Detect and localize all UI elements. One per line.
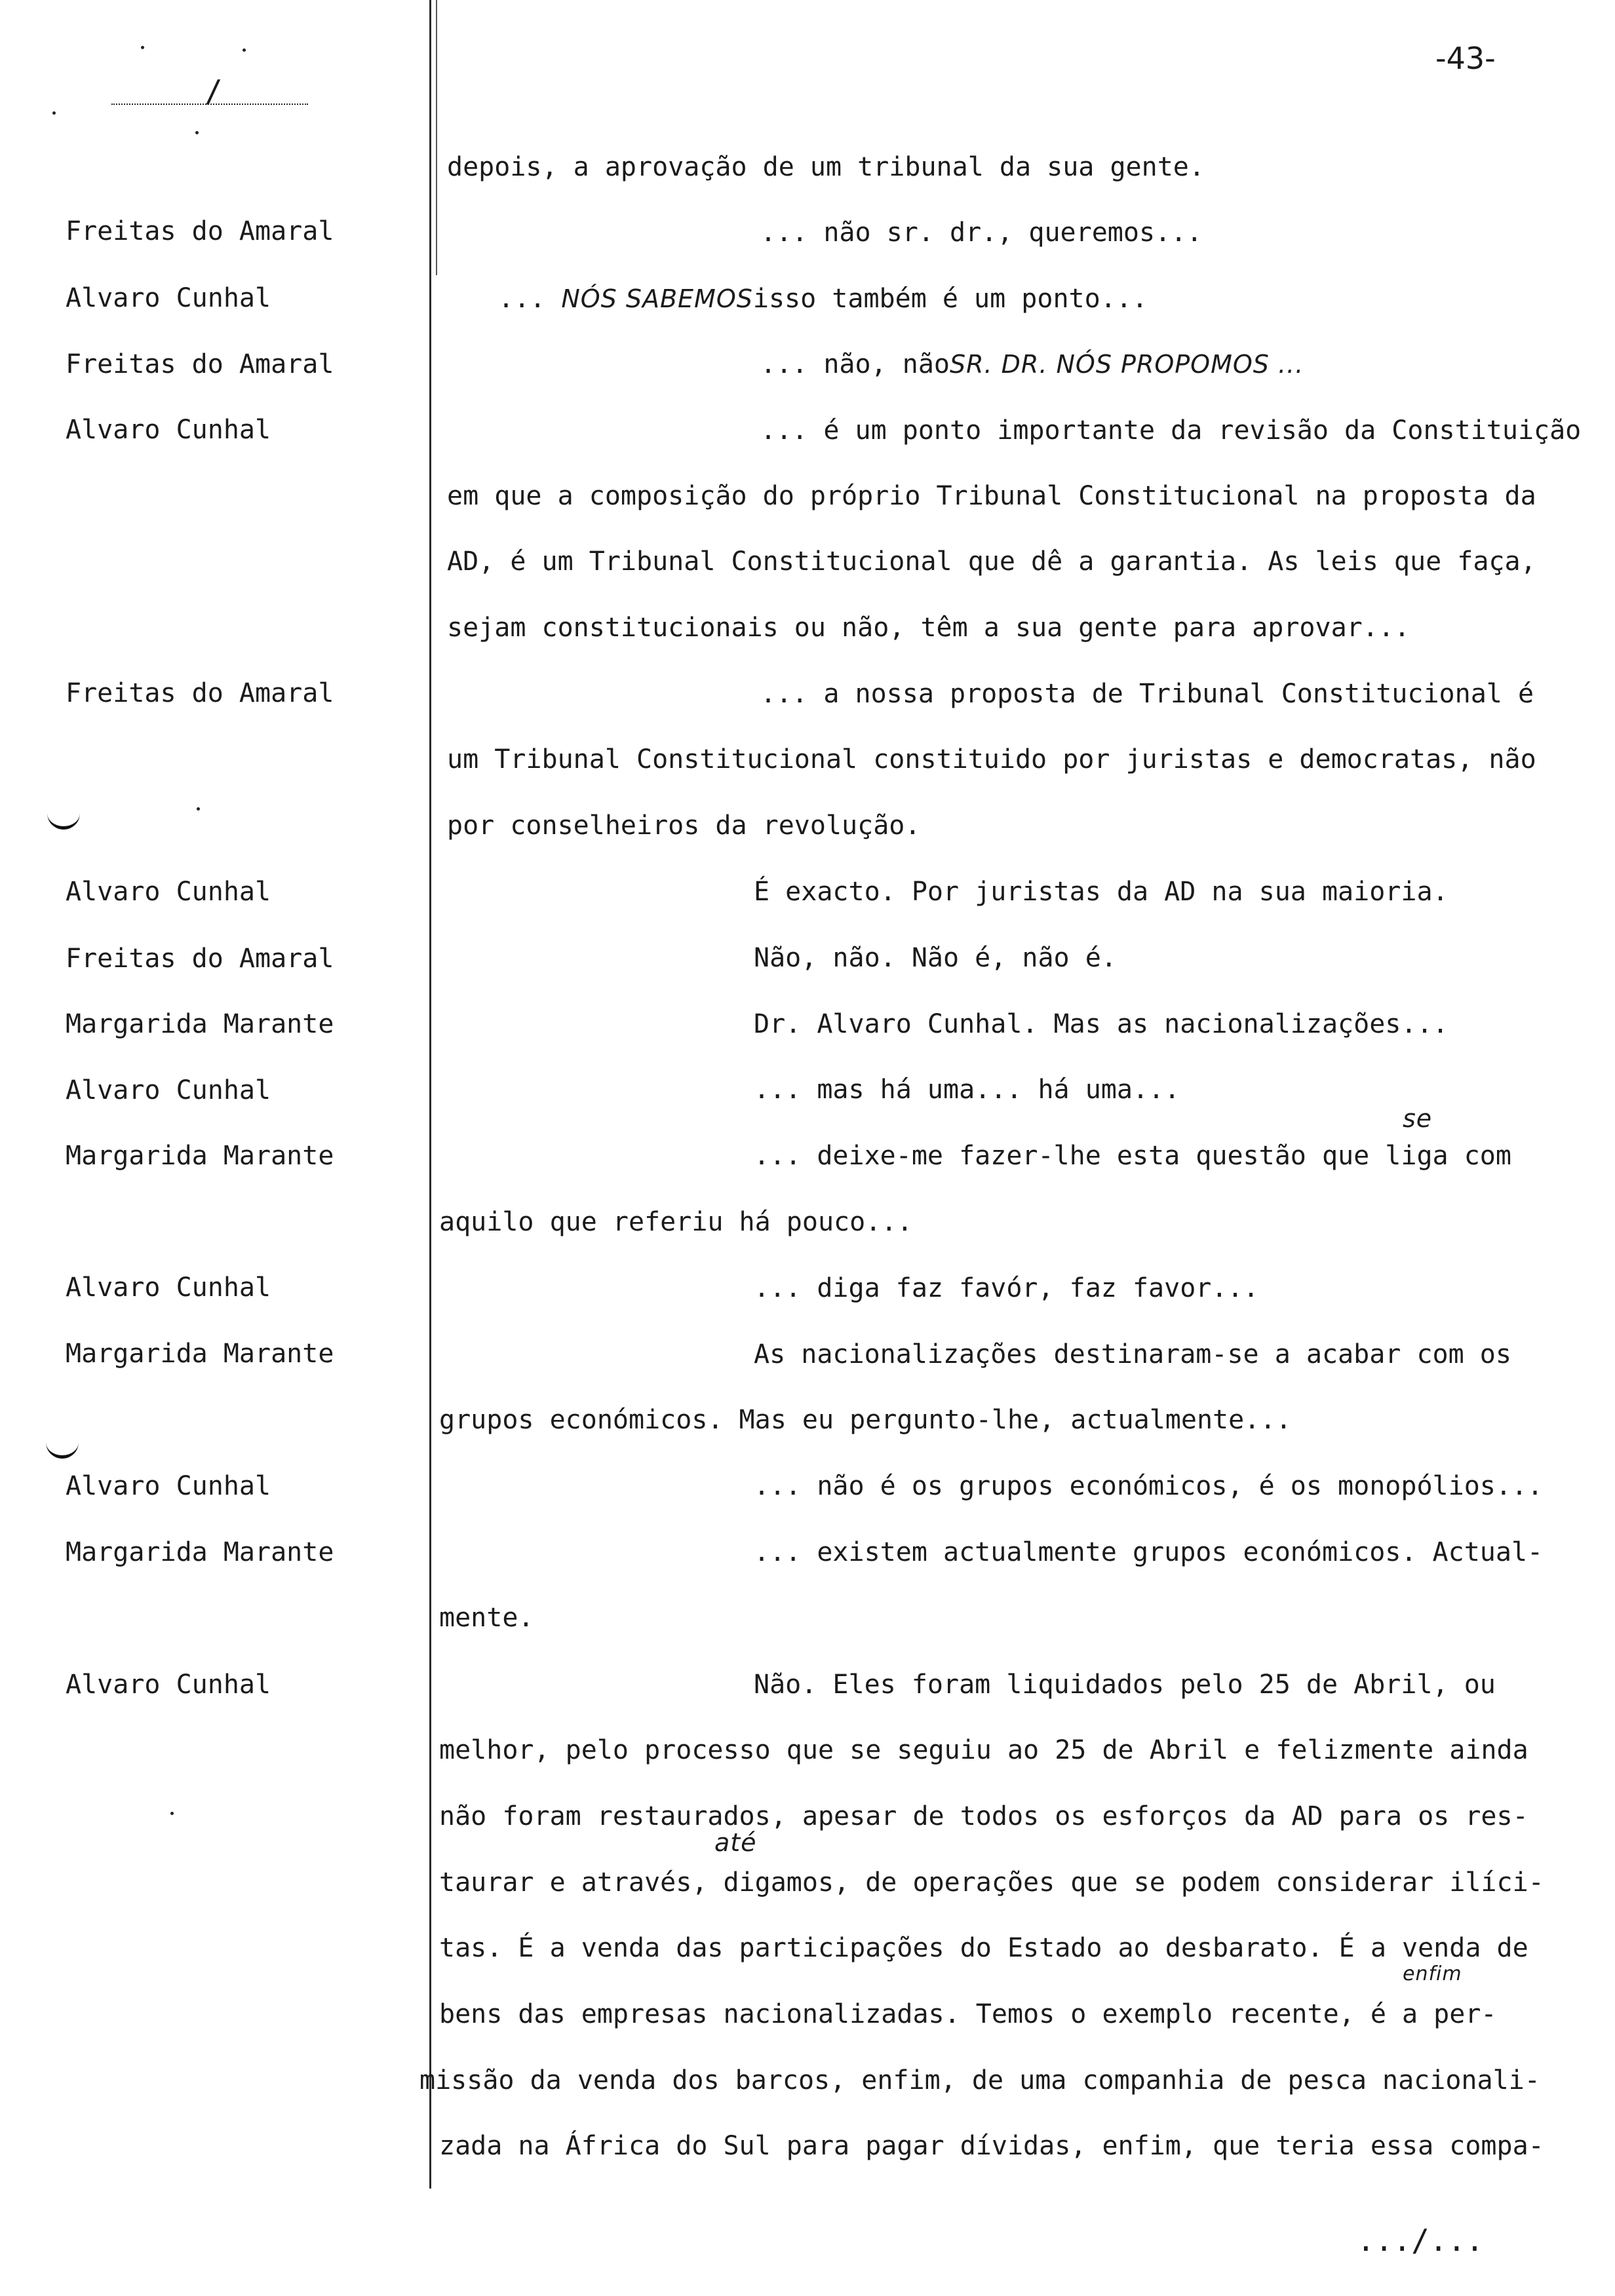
speaker-name: Freitas do Amaral — [66, 349, 334, 379]
transcript-line: sejam constitucionais ou não, têm a sua gente para aprovar... — [447, 613, 1411, 643]
transcript-line: depois, a aprovação de um tribunal da sua gente. — [447, 152, 1205, 182]
transcript-line: um Tribunal Constitucional constituido por juristas e democratas, não — [447, 744, 1536, 775]
margin-check-mark — [46, 1438, 79, 1459]
transcript-line: ... existem actualmente grupos económicos. Actual- — [754, 1537, 1544, 1567]
speaker-name: Freitas do Amaral — [66, 678, 334, 708]
transcript-line: taurar e através, digamos, de operações que se podem considerar ilíci- — [439, 1867, 1544, 1898]
transcript-line: ... mas há uma... há uma... — [754, 1075, 1180, 1105]
transcript-line: não foram restaurados, apesar de todos os esforços da AD para os res- — [439, 1801, 1528, 1831]
transcript-line: É exacto. Por juristas da AD na sua maioria. — [754, 877, 1449, 907]
transcript-line: bens das empresas nacionalizadas. Temos o exemplo recente, é a per- — [439, 1999, 1497, 2029]
transcript-line: zada na África do Sul para pagar dívidas, enfim, que teria essa compa- — [439, 2131, 1544, 2161]
transcript-line: ... não, nãoSR. DR. NÓS PROPOMOS ... — [760, 349, 1304, 379]
speaker-name: Freitas do Amaral — [66, 216, 334, 246]
scan-speck — [170, 1812, 174, 1815]
speaker-name: Alvaro Cunhal — [66, 415, 271, 445]
scan-speck — [243, 48, 246, 52]
transcript-line: ... diga faz favór, faz favor... — [754, 1273, 1259, 1303]
margin-rule — [429, 0, 431, 2189]
speaker-name: Alvaro Cunhal — [66, 1670, 271, 1700]
scan-speck — [195, 131, 199, 134]
speaker-name: Margarida Marante — [66, 1537, 334, 1567]
transcript-line: melhor, pelo processo que se seguiu ao 25 de Abril e felizmente ainda — [439, 1735, 1528, 1765]
speaker-name: Margarida Marante — [66, 1339, 334, 1369]
transcript-line: missão da venda dos barcos, enfim, de uma companhia de pesca nacionali- — [419, 2065, 1540, 2095]
scan-speck — [52, 111, 56, 115]
handwritten-correction: até — [714, 1828, 757, 1857]
speaker-name: Alvaro Cunhal — [66, 1471, 271, 1501]
handwritten-insertion: NÓS SABEMOS — [561, 284, 753, 313]
transcript-line: ... não sr. dr., queremos... — [760, 218, 1203, 248]
speaker-name: Margarida Marante — [66, 1141, 334, 1171]
scan-speck — [197, 807, 200, 811]
transcript-line: AD, é um Tribunal Constitucional que dê a garantia. As leis que faça, — [447, 546, 1536, 577]
transcript-line: grupos económicos. Mas eu pergunto-lhe, actualmente... — [439, 1405, 1292, 1435]
continuation-mark: .../... — [1357, 2223, 1484, 2258]
transcript-line: Não. Eles foram liquidados pelo 25 de Abril, ou — [754, 1670, 1496, 1700]
speaker-name: Alvaro Cunhal — [66, 1075, 271, 1105]
transcript-line: Não, não. Não é, não é. — [754, 943, 1117, 973]
transcript-line: ... não é os grupos económicos, é os monopólios... — [754, 1471, 1544, 1501]
speaker-name: Margarida Marante — [66, 1009, 334, 1039]
transcript-line: mente. — [439, 1603, 534, 1633]
transcript-line: Dr. Alvaro Cunhal. Mas as nacionalizações... — [754, 1009, 1449, 1039]
speaker-name: Alvaro Cunhal — [66, 283, 271, 313]
handwritten-correction: enfim — [1403, 1962, 1462, 1985]
transcript-line: ... a nossa proposta de Tribunal Constitucional é — [760, 679, 1534, 709]
transcript-line: ... NÓS SABEMOSisso também é um ponto... — [498, 284, 1148, 314]
transcript-line: ... é um ponto importante da revisão da Constituição — [760, 415, 1582, 446]
speaker-name: Alvaro Cunhal — [66, 1272, 271, 1303]
speaker-name: Freitas do Amaral — [66, 944, 334, 974]
margin-check-mark — [47, 809, 80, 830]
transcript-line: As nacionalizações destinaram-se a acabar com os — [754, 1339, 1511, 1369]
margin-rule-inner — [436, 0, 437, 275]
transcript-line: em que a composição do próprio Tribunal Constitucional na proposta da — [447, 481, 1536, 511]
page-number: -43- — [1435, 41, 1496, 76]
transcript-line: ... deixe-me fazer-lhe esta questão que liga com — [754, 1141, 1511, 1171]
scan-speck — [141, 46, 144, 49]
transcript-line: por conselheiros da revolução. — [447, 811, 921, 841]
speaker-name: Alvaro Cunhal — [66, 877, 271, 907]
transcript-line: aquilo que referiu há pouco... — [439, 1207, 913, 1237]
handwritten-insertion: SR. DR. NÓS PROPOMOS ... — [949, 350, 1304, 379]
handwritten-correction: se — [1403, 1104, 1433, 1133]
header-slash: / — [204, 73, 223, 109]
transcript-line: tas. É a venda das participações do Estado ao desbarato. É a venda de — [439, 1933, 1528, 1963]
